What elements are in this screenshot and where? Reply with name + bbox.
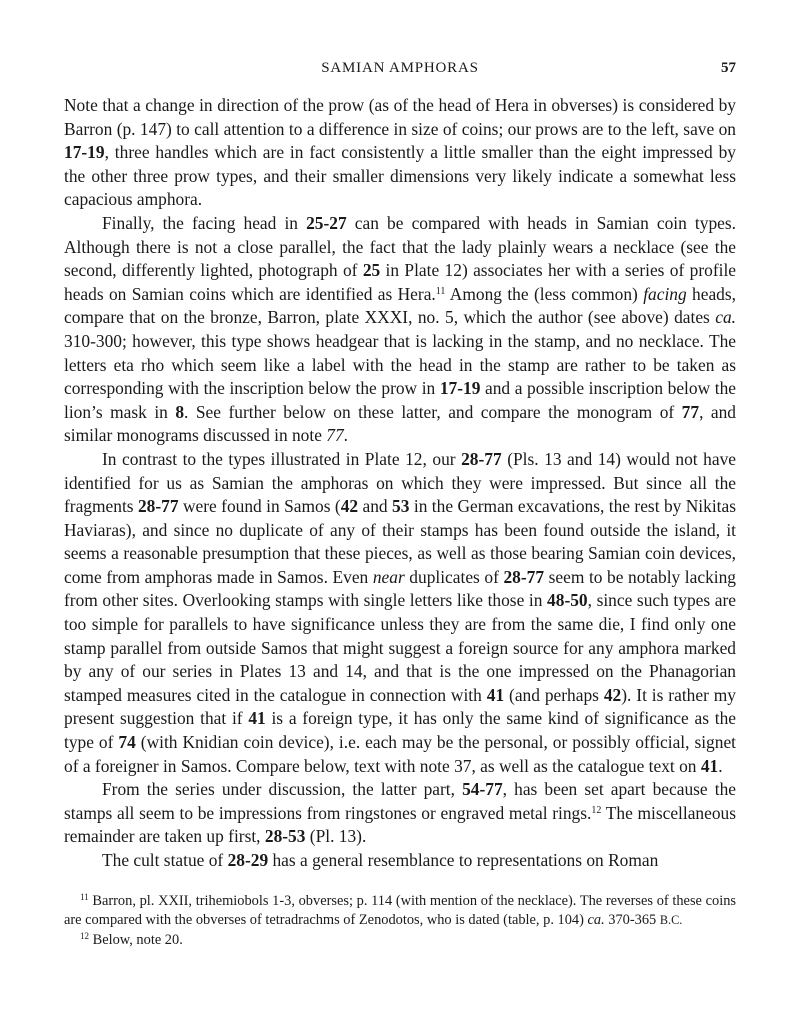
bold-ref: 77	[681, 401, 700, 422]
running-title: SAMIAN AMPHORAS	[321, 60, 479, 76]
bold-ref: 54-77	[462, 779, 503, 800]
small-caps-text: B.C.	[659, 913, 683, 928]
body-text	[64, 94, 736, 873]
text-run: heads, compare that on the bronze, Barron, plate XXXI, no. 5, which the author (see above) dates	[64, 283, 736, 328]
bold-ref: 28-53	[264, 826, 306, 847]
text-run: (Pls. 13 and 14) would not have identified for us as Samian the amphoras on which they were impressed. But since all the fragments	[64, 448, 736, 517]
text-run: seem to be notably lacking from other sites. Overlooking stamps with single letters like those in	[64, 566, 736, 611]
text-run: (Pl. 13).	[305, 826, 367, 847]
bold-ref: 28-29	[227, 850, 269, 870]
bold-ref: 28-77	[503, 566, 545, 587]
text-run: From the series under discussion, the latter part,	[102, 779, 463, 800]
italic-text: near	[372, 566, 405, 587]
footnote	[64, 892, 736, 931]
text-run: The miscellaneous remainder are taken up first,	[64, 802, 737, 847]
bold-ref: 41	[486, 684, 505, 705]
paragraph	[64, 448, 736, 778]
bold-ref: 8	[175, 401, 185, 422]
bold-ref: 41	[248, 708, 266, 729]
italic-text: ca.	[587, 912, 605, 929]
footnote-ref: 11	[80, 892, 89, 902]
text-run: Among the (less common)	[445, 283, 644, 304]
text-run: and	[358, 496, 393, 517]
italic-text: 77	[326, 425, 344, 446]
text-run: , since such types are too simple for parallels to have significance unless they are from the same die, I find only one stamp parallel from outside Samos that might suggest a foreign source for any amphora marked by any of our series in Plates 13 and 14, and that is the one impressed on the Phanagorian stamped measures cited in the catalogue in connection with	[64, 590, 736, 705]
text-run: Finally, the facing head in	[102, 212, 307, 233]
text-run: , has been set apart because the stamps all seem to be impressions from ringstones or engraved metal rings.	[64, 779, 736, 823]
italic-text: facing	[643, 283, 687, 304]
text-run: Note that a change in direction of the prow (as of the head of Hera in obverses) is considered by Barron (p. 147) to call attention to a difference in size of coins; our prows are to the left, save on	[64, 95, 736, 139]
footnotes	[64, 892, 736, 950]
footnote-ref: 12	[591, 804, 602, 816]
bold-ref: 42	[603, 684, 622, 705]
bold-ref: 17-19	[64, 142, 105, 163]
text-run: , three handles which are in fact consistently a little smaller than the eight impressed by the other three prow types, and their smaller dimensions very likely indicate a somewhat less capacious amphora.	[64, 142, 736, 210]
text-run: duplicates of	[404, 566, 504, 587]
text-run: .	[343, 425, 349, 446]
page-number: 57	[721, 60, 736, 76]
paragraph	[64, 778, 736, 849]
text-run: Below, note 20.	[89, 931, 183, 948]
text-run: , and similar monograms discussed in note	[64, 401, 737, 446]
bold-ref: 17-19	[439, 378, 481, 399]
running-header	[64, 60, 736, 82]
bold-ref: 48-50	[547, 590, 588, 611]
text-run: 310-300; however, this type shows headgear that is lacking in the stamp, and no necklace. The letters eta rho which seem like a label with the head in the stamp are rather to be taken as corresponding with the inscription below the prow in	[64, 330, 736, 399]
bold-ref: 74	[118, 732, 136, 753]
text-run: Barron, pl. XXII, trihemiobols 1-3, obverses; p. 114 (with mention of the necklace). The reverses of these coins are compared with the obverses of tetradrachms of Zenodotos, who is dated (table, p. 104)	[64, 893, 736, 929]
text-run: (with Knidian coin device), i.e. each may be the personal, or possibly official, signet of a foreigner in Samos. Compare below, text with note 37, as well as the catalogue text on	[64, 732, 736, 776]
text-run: has a general resemblance to representations on Roman	[268, 850, 659, 870]
text-run: were found in Samos (	[178, 496, 341, 517]
bold-ref: 41	[700, 755, 719, 776]
footnote-ref: 12	[80, 930, 89, 941]
text-run: (and perhaps	[504, 684, 604, 705]
paragraph	[64, 94, 736, 212]
italic-text: ca.	[715, 307, 736, 328]
footnote	[64, 931, 736, 950]
bold-ref: 28-77	[137, 496, 179, 517]
text-run: 370-365	[604, 912, 660, 929]
text-run: can be compared with heads in Samian coin types. Although there is not a close parallel, the fact that the lady plainly wears a necklace (see the second, differently lighted, photograph of	[64, 212, 736, 281]
paragraph	[64, 849, 736, 873]
text-run: The cult statue of	[102, 850, 228, 870]
text-run: in the German excavations, the rest by Nikitas Haviaras), and since no duplicate of any of their stamps has been found outside the island, it seems a reasonable presumption that these pieces, as well as those bearing Samian coin devices, come from amphoras made in Samos. Even	[64, 496, 736, 587]
paragraph	[64, 212, 736, 448]
text-run: in Plate 12) associates her with a series of profile heads on Samian coins which are identified as Hera.	[64, 260, 736, 304]
footnote-ref: 11	[435, 285, 446, 297]
text-run: .	[718, 755, 723, 776]
bold-ref: 53	[392, 496, 410, 517]
bold-ref: 28-77	[461, 448, 502, 469]
text-run: and a possible inscription below the lion’s mask in	[64, 378, 736, 422]
text-run: . See further below on these latter, and compare the monogram of	[184, 401, 682, 422]
text-run: In contrast to the types illustrated in Plate 12, our	[102, 448, 462, 469]
text-run: is a foreign type, it has only the same kind of significance as the type of	[64, 708, 736, 753]
bold-ref: 42	[340, 496, 359, 517]
bold-ref: 25-27	[306, 212, 347, 233]
bold-ref: 25	[362, 260, 381, 281]
text-run: ). It is rather my present suggestion that if	[64, 684, 736, 729]
